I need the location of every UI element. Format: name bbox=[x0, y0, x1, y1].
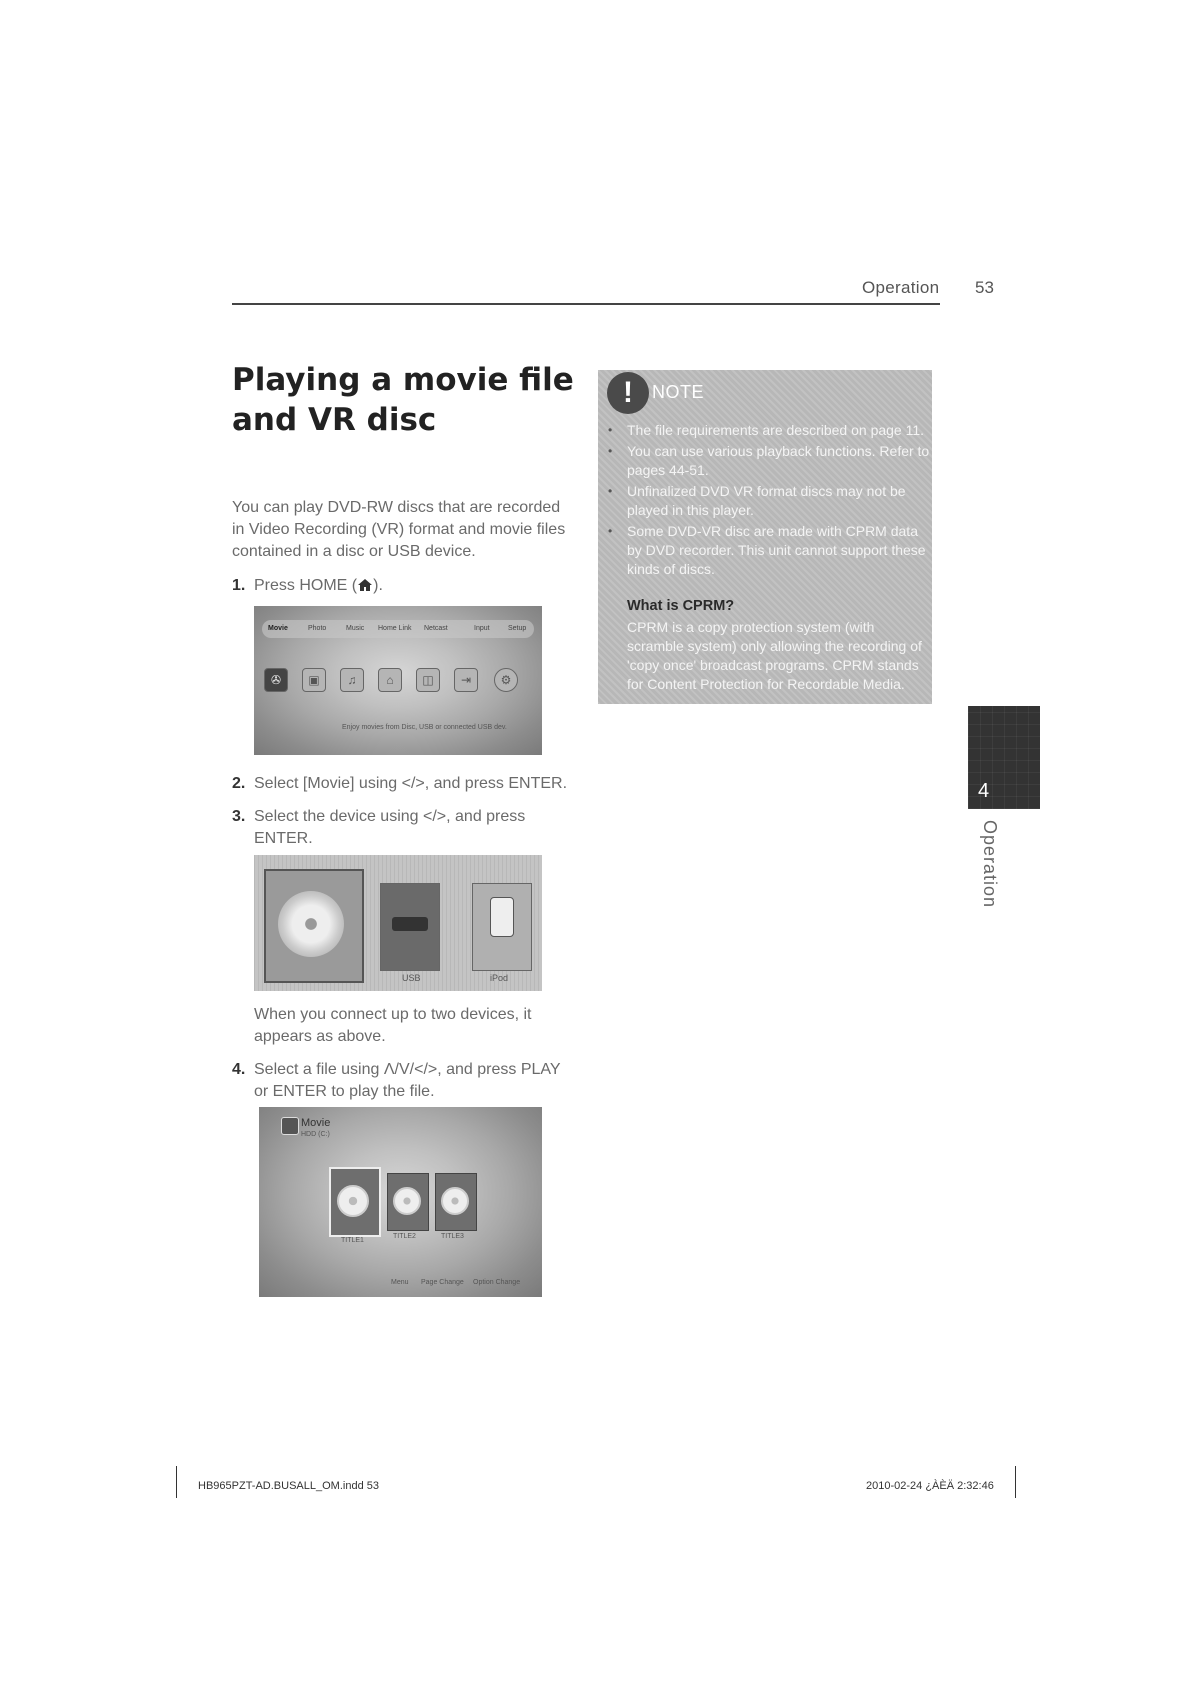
music-icon: ♫ bbox=[340, 668, 364, 692]
menu-label-netcast: Netcast bbox=[424, 625, 448, 632]
menu-label-movie: Movie bbox=[268, 625, 288, 632]
step-3 bbox=[232, 806, 562, 850]
step-number: 2. bbox=[232, 775, 246, 792]
page-title bbox=[232, 360, 612, 440]
exclamation-icon: ! bbox=[607, 372, 649, 414]
netcast-icon: ◫ bbox=[416, 668, 440, 692]
step-text-pre: Press HOME ( bbox=[254, 577, 358, 594]
home-icon bbox=[357, 577, 373, 591]
setup-icon: ⚙ bbox=[494, 668, 518, 692]
cprm-heading: What is CPRM? bbox=[627, 598, 735, 614]
header-rule bbox=[232, 303, 940, 305]
film-reel-icon bbox=[337, 1185, 369, 1217]
step-text: Select [Movie] using </>, and press ENTER. bbox=[254, 775, 568, 792]
file-name: TITLE2 bbox=[393, 1233, 416, 1240]
step-2 bbox=[232, 773, 567, 795]
input-icon: ⇥ bbox=[454, 668, 478, 692]
menu-label-music: Music bbox=[346, 625, 365, 632]
step-text: Select the device using </>, and press ENTER. bbox=[254, 808, 526, 847]
film-reel-icon bbox=[393, 1187, 421, 1215]
chapter-number: 4 bbox=[978, 780, 990, 802]
running-header-section: Operation bbox=[862, 278, 940, 297]
home-menu-hint: Enjoy movies from Disc, USB or connected USB dev. bbox=[342, 724, 507, 731]
movie-footer-option: Option Change bbox=[473, 1279, 521, 1286]
step-3-note: When you connect up to two devices, it appears as above. bbox=[254, 1006, 532, 1045]
note-list bbox=[604, 421, 930, 581]
step-number: 4. bbox=[232, 1061, 246, 1078]
title-line-1: Playing a movie file bbox=[232, 362, 574, 398]
step-1 bbox=[232, 575, 383, 597]
footer-file-name: HB965PZT-AD.BUSALL_OM.indd 53 bbox=[198, 1480, 379, 1492]
menu-label-photo: Photo bbox=[308, 625, 327, 632]
movie-list-header: Movie bbox=[301, 1117, 331, 1129]
menu-label-setup: Setup bbox=[508, 625, 527, 632]
file-name: TITLE3 bbox=[441, 1233, 464, 1240]
cprm-text: CPRM is a copy protection system (with scramble system) only allowing the recording of 'copy once' broadcast programs. CPRM stands for Content Protection for Recordable Media. bbox=[627, 619, 922, 692]
disc-icon bbox=[278, 891, 344, 957]
footer-crop-mark-right bbox=[1015, 1466, 1016, 1498]
intro-paragraph: You can play DVD-RW discs that are recorded in Video Recording (VR) format and movie files contained in a disc or USB device. bbox=[232, 499, 566, 560]
chapter-label: Operation bbox=[980, 820, 1000, 909]
movie-footer-menu: Menu bbox=[391, 1279, 409, 1286]
ipod-icon bbox=[490, 897, 514, 937]
movie-footer-page: Page Change bbox=[421, 1279, 464, 1286]
file-name: TITLE1 bbox=[341, 1237, 364, 1244]
step-text-post: ). bbox=[373, 577, 383, 594]
step-number: 1. bbox=[232, 577, 246, 594]
footer-crop-mark-left bbox=[176, 1466, 177, 1498]
note-item: • The file requirements are described on page 11. bbox=[604, 421, 930, 440]
movie-list-sub: HDD (C:) bbox=[301, 1131, 330, 1138]
device-select-screenshot bbox=[254, 855, 542, 991]
movie-header-icon bbox=[281, 1117, 299, 1135]
movie-list-screenshot bbox=[259, 1107, 542, 1297]
step-number: 3. bbox=[232, 808, 246, 825]
footer-timestamp: 2010-02-24 ¿ÀÈÄ 2:32:46 bbox=[866, 1480, 994, 1492]
home-link-icon: ⌂ bbox=[378, 668, 402, 692]
movie-icon: ✇ bbox=[264, 668, 288, 692]
note-item: • Unfinalized DVD VR format discs may not be played in this player. bbox=[604, 482, 930, 520]
note-title: NOTE bbox=[652, 382, 705, 402]
step-text: Select a file using Λ/V/</>, and press PLAY or ENTER to play the file. bbox=[254, 1061, 561, 1100]
title-line-2: and VR disc bbox=[232, 402, 437, 438]
usb-icon bbox=[392, 917, 428, 931]
step-text bbox=[254, 575, 383, 597]
photo-icon: ▣ bbox=[302, 668, 326, 692]
page-number: 53 bbox=[975, 278, 994, 297]
note-item: • You can use various playback functions. Refer to pages 44-51. bbox=[604, 442, 930, 480]
menu-label-input: Input bbox=[474, 625, 490, 632]
device-label-ipod: iPod bbox=[490, 973, 509, 983]
device-label-usb: USB bbox=[402, 973, 421, 983]
home-menu-screenshot bbox=[254, 606, 542, 755]
note-item: • Some DVD-VR disc are made with CPRM data by DVD recorder. This unit cannot support these kinds of discs. bbox=[604, 522, 930, 579]
step-4 bbox=[232, 1059, 577, 1103]
menu-label-home-link: Home Link bbox=[378, 625, 412, 632]
film-reel-icon bbox=[441, 1187, 469, 1215]
